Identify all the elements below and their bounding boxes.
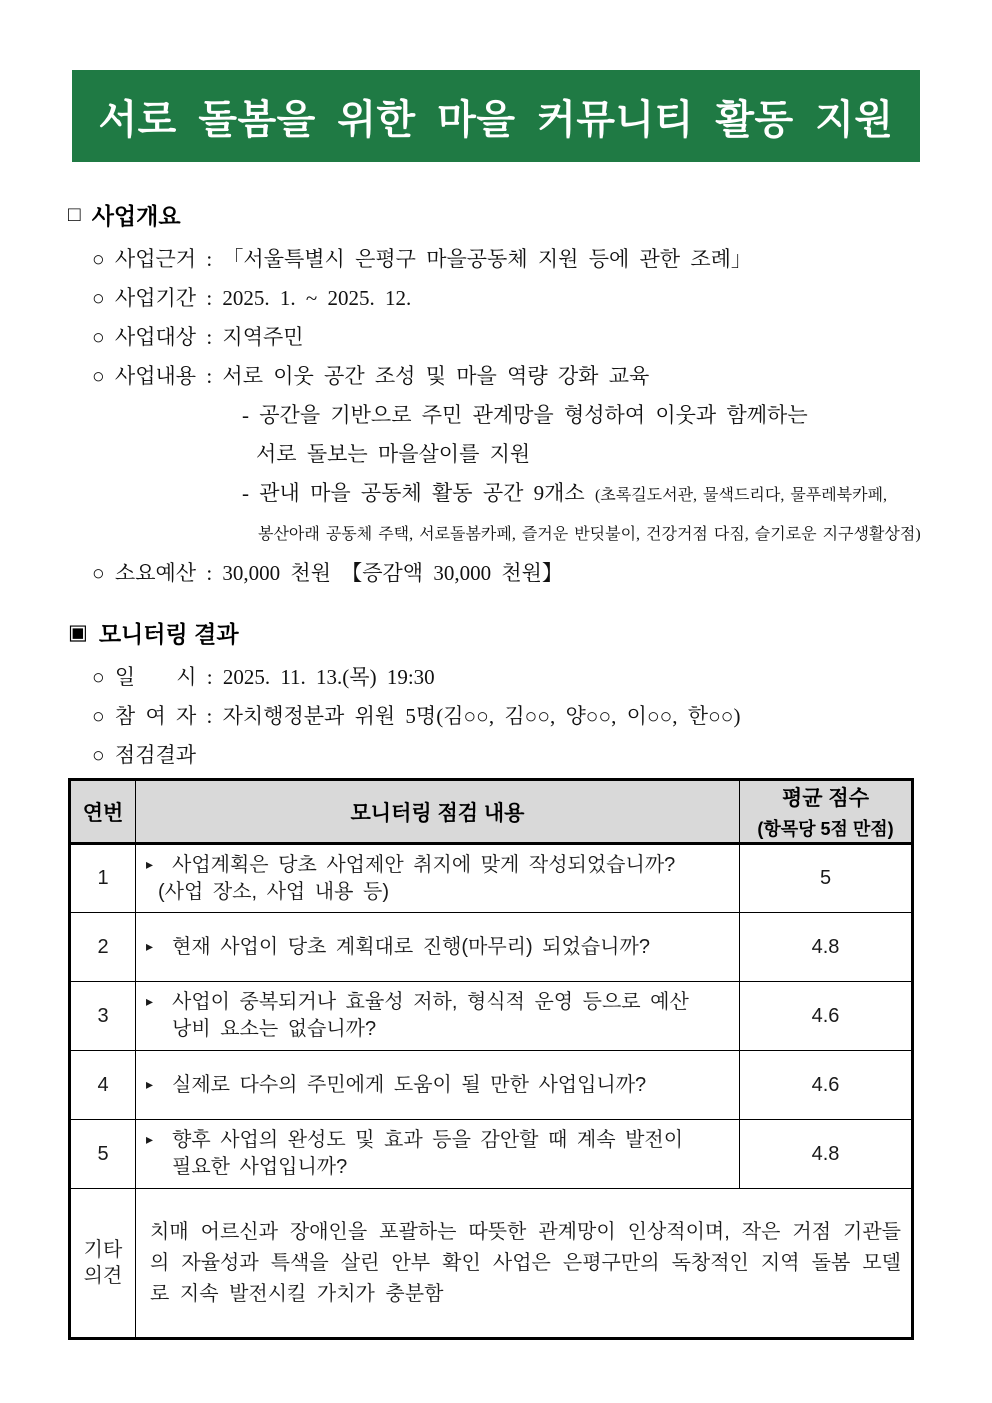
triangle-bullet-icon: ▸ [146, 1131, 154, 1147]
row-number: 5 [70, 1120, 136, 1189]
section-heading-overview [68, 198, 992, 231]
triangle-bullet-icon: ▸ [146, 993, 154, 1009]
table-header-row [70, 780, 913, 844]
section-title: 사업개요 [91, 203, 181, 229]
overview-line-budget: ○ 소요예산 : 30,000 천원 【증감액 30,000 천원】 [92, 561, 563, 585]
other-opinion-text: 치매 어르신과 장애인을 포괄하는 따뜻한 관계망이 인상적이며, 작은 거점 기관들의 자율성과 특색을 살린 안부 확인 사업은 은평구만의 독창적인 지역 돌봄 모델로 지속 발전시킬 가치가 충분함 [150, 1220, 901, 1305]
space-list-part1: (초록길도서관, 물색드리다, 물푸레북카페, [594, 487, 888, 504]
question-text: 사업이 중복되거나 효율성 저하, 형식적 운영 등으로 예산 낭비 요소는 없습니까? [172, 991, 689, 1040]
square-outline-icon: □ [68, 202, 81, 226]
table-row-other-opinion [70, 1189, 913, 1339]
table-row [70, 913, 913, 982]
header-score: 평균 점수 (항목당 5점 만점) [740, 780, 913, 844]
header-content: 모니터링 점검 내용 [136, 780, 740, 844]
other-opinion-label: 기타 의견 [70, 1189, 136, 1339]
monitoring-table [68, 778, 914, 1340]
question-text: 실제로 다수의 주민에게 도움이 될 만한 사업입니까? [172, 1073, 647, 1096]
section-heading-monitoring [68, 616, 992, 649]
header-no: 연번 [70, 780, 136, 844]
monitoring-line-datetime: ○ 일 시 : 2025. 11. 13.(목) 19:30 [92, 665, 435, 689]
overview-line-basis: ○ 사업근거 : 「서울특별시 은평구 마을공동체 지원 등에 관한 조례」 [92, 247, 752, 271]
row-number: 3 [70, 982, 136, 1051]
triangle-bullet-icon: ▸ [146, 855, 154, 872]
monitoring-line-results: ○ 점검결과 [92, 743, 197, 767]
question-text: 현재 사업이 당초 계획대로 진행(마무리) 되었습니까? [172, 935, 650, 958]
table-row [70, 982, 913, 1051]
row-number: 1 [70, 844, 136, 913]
overview-line-content-sub2: 서로 돌보는 마을살이를 지원 [256, 442, 531, 466]
overview-line-period: ○ 사업기간 : 2025. 1. ~ 2025. 12. [92, 286, 412, 310]
space-list-part2: 봉산아래 공동체 주택, 서로돌봄카페, 즐거운 반딧불이, 건강거점 다짐, 슬기로운 지구생활상점) [258, 526, 921, 543]
title-banner [72, 70, 920, 162]
triangle-bullet-icon: ▸ [146, 937, 154, 954]
table-row [70, 1051, 913, 1120]
overview-line-content-sub1: - 공간을 기반으로 주민 관계망을 형성하여 이웃과 함께하는 [242, 403, 808, 427]
score-value: 4.6 [740, 982, 913, 1051]
table-row [70, 844, 913, 913]
monitoring-line-participants: ○ 참 여 자 : 자치행정분과 위원 5명(김○○, 김○○, 양○○, 이○○, 한○○) [92, 704, 741, 728]
score-value: 4.6 [740, 1051, 913, 1120]
question-text: 사업계획은 당초 사업제안 취지에 맞게 작성되었습니까? (사업 장소, 사업 내용 등) [158, 853, 676, 903]
square-filled-icon: ▣ [68, 621, 88, 644]
row-number: 2 [70, 913, 136, 982]
page-title: 서로 돌봄을 위한 마을 커뮤니티 활동 지원 [98, 97, 894, 142]
triangle-bullet-icon: ▸ [146, 1075, 154, 1092]
overview-line-content: ○ 사업내용 : 서로 이웃 공간 조성 및 마을 역량 강화 교육 [92, 364, 650, 388]
score-value: 4.8 [740, 913, 913, 982]
section-title: 모니터링 결과 [98, 621, 239, 647]
score-value: 4.8 [740, 1120, 913, 1189]
overview-line-target: ○ 사업대상 : 지역주민 [92, 325, 304, 349]
question-text: 향후 사업의 완성도 및 효과 등을 감안할 때 계속 발전이 필요한 사업입니까? [172, 1129, 684, 1178]
score-value: 5 [740, 844, 913, 913]
overview-line-content-sub3: - 관내 마을 공동체 활동 공간 9개소 (초록길도서관, 물색드리다, 물푸레북카페, [242, 481, 888, 505]
row-number: 4 [70, 1051, 136, 1120]
table-row [70, 1120, 913, 1189]
